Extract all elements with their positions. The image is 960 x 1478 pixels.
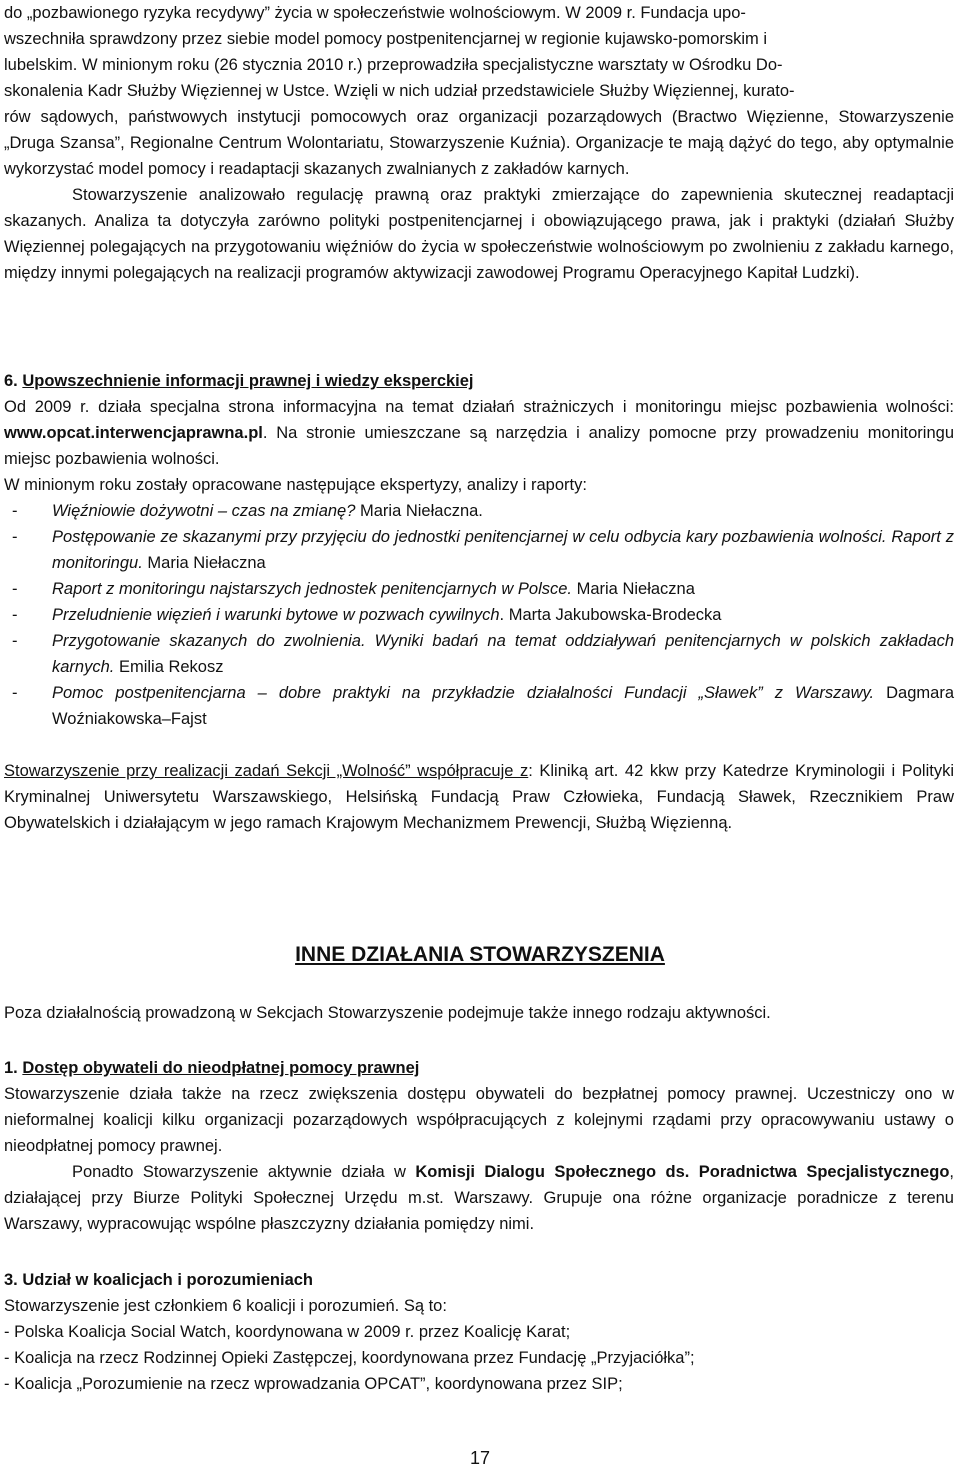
section-3-heading	[4, 1267, 954, 1293]
list-item: - Raport z monitoringu najstarszych jednostek penitencjarnych w Polsce. Maria Niełaczna	[12, 580, 695, 598]
report-title: Postępowanie ze skazanymi przy przyjęciu do jednostki penitencjarnej w celu odbycia kary pozbawienia wolności. Raport z monitoringu.	[52, 528, 954, 572]
section-6-number: 6.	[4, 372, 23, 390]
report-author: Dagmara Woźniakowska–Fajst	[52, 684, 954, 728]
list-item: - Przeludnienie więzień i warunki bytowe w pozwach cywilnych. Marta Jakubowska-Brodecka	[12, 606, 722, 624]
report-author: Emilia Rekosz	[114, 658, 224, 676]
report-author: Maria Niełaczna	[572, 580, 695, 598]
section-1-p2-lead: Ponadto Stowarzyszenie aktywnie działa w	[72, 1163, 416, 1181]
coalition-item: - Koalicja „Porozumienie na rzecz wprowadzania OPCAT”, koordynowana przez SIP;	[4, 1375, 623, 1393]
section-6-text-2: . Na stronie umieszczane są narzędzia i analizy pomocne przy prowadzeniu monitoringu miejsc pozbawienia wolności.	[4, 424, 954, 468]
report-author: Maria Niełaczna	[142, 554, 266, 572]
intro-paragraph-rest: rów sądowych, państwowych instytucji pomocowych oraz organizacji pozarządowych (Bractwo Więzienne, Stowarzyszenie „Druga Szansa”, Regionalne Centrum Wolontariatu, Stowarzyszenie Kuźnia). Organizacje te mają dążyć do tego, aby optymalnie wykorzystać model pomocy i readaptacji skazanych zwalnianych z zakładów karnych.	[4, 108, 954, 178]
intro-line-1: do „pozbawionego ryzyka recydywy” życia w społeczeństwie wolnościowym. W 2009 r. Fundacja upo-	[4, 4, 746, 22]
other-activities-intro-text: Poza działalnością prowadzoną w Sekcjach Stowarzyszenie podejmuje także innego rodzaju aktywności.	[4, 1004, 771, 1022]
section-1	[4, 1055, 954, 1237]
section-1-title: Dostęp obywateli do nieodpłatnej pomocy prawnej	[22, 1059, 420, 1077]
list-item: - Więźniowie dożywotni – czas na zmianę? Maria Niełaczna.	[12, 502, 483, 520]
section-3-title: Udział w koalicjach i porozumieniach	[22, 1271, 314, 1289]
section-6-heading	[4, 368, 954, 394]
intro-paragraph-2: Stowarzyszenie analizowało regulację prawną oraz praktyki zmierzające do zapewnienia skutecznej readaptacji skazanych. Analiza ta dotyczyła zarówno polityki postpenitencjarnej i obowiązującego prawa, jak i praktyki (działań Służby Więziennej polegających na przygotowaniu więźniów do życia w społeczeństwie wolnościowym po zwolnieniu z zakładu karnego, między innymi polegających na realizacji programów aktywizacji zawodowej Programu Operacyjnego Kapitał Ludzki).	[4, 186, 954, 282]
intro-line-4	[4, 78, 954, 104]
intro-line-2: wszechniła sprawdzony przez siebie model pomocy postpenitencjarnej w regionie kujawsko-pomorskim i	[4, 30, 768, 48]
section-6-text-1: Od 2009 r. działa specjalna strona informacyjna na temat działań strażniczych i monitoringu miejsc pozbawienia wolności:	[4, 398, 954, 416]
list-item: - Przygotowanie skazanych do zwolnienia. Wyniki badań na temat oddziaływań penitencjarnych w polskich zakładach karnych. Emilia Rekosz	[12, 632, 954, 676]
section-1-number: 1.	[4, 1059, 23, 1077]
report-author: . Marta Jakubowska-Brodecka	[499, 606, 722, 624]
section-3	[4, 1267, 954, 1397]
report-title: Przygotowanie skazanych do zwolnienia. Wyniki badań na temat oddziaływań penitencjarnych w polskich zakładach karnych.	[52, 632, 954, 676]
commission-name: Komisji Dialogu Społecznego ds. Poradnictwa Specjalistycznego	[415, 1163, 950, 1181]
report-title: Pomoc postpenitencjarna – dobre praktyki na przykładzie działalności Fundacji „Sławek” z Warszawy.	[52, 684, 875, 702]
cooperation-paragraph	[4, 758, 954, 836]
report-title: Więźniowie dożywotni – czas na zmianę?	[52, 502, 356, 520]
list-item: - Pomoc postpenitencjarna – dobre praktyki na przykładzie działalności Fundacji „Sławek” z Warszawy. Dagmara Woźniakowska–Fajst	[12, 684, 954, 728]
intro-line-4b: Wzięli w nich udział przedstawiciele Służby Więziennej, kurato-	[334, 82, 795, 100]
coalition-item: - Polska Koalicja Social Watch, koordynowana w 2009 r. przez Koalicję Karat;	[4, 1323, 571, 1341]
page-number: 17	[469, 1448, 491, 1468]
intro-line-4a: skonalenia Kadr Służby Więziennej w Ustce.	[4, 82, 335, 100]
reports-list	[4, 498, 954, 732]
intro-line-3: lubelskim. W minionym roku (26 stycznia 2010 r.) przeprowadziła specjalistyczne warsztaty w Ośrodku Do-	[4, 56, 783, 74]
coalition-item: - Koalicja na rzecz Rodzinnej Opieki Zastępczej, koordynowana przez Fundację „Przyjaciółka”;	[4, 1349, 695, 1367]
section-6-title: Upowszechnienie informacji prawnej i wiedzy eksperckiej	[22, 372, 474, 390]
section-1-paragraph-2	[4, 1159, 954, 1237]
section-3-number: 3.	[4, 1271, 23, 1289]
report-author: Maria Niełaczna.	[355, 502, 483, 520]
other-activities-heading: INNE DZIAŁANIA STOWARZYSZENIA	[295, 943, 665, 966]
reports-intro: W minionym roku zostały opracowane następujące ekspertyzy, analizy i raporty:	[4, 476, 587, 494]
section-3-intro: Stowarzyszenie jest członkiem 6 koalicji i porozumień. Są to:	[4, 1297, 447, 1315]
cooperation-partners: : Kliniką art. 42 kkw przy Katedrze Kryminologii i Polityki Kryminalnej Uniwersytetu Warszawskiego, Helsińską Fundacją Praw Człowieka, Fundacją Sławek, Rzecznikiem Praw Obywatelskich i działającym w jego ramach Krajowym Mechanizmem Prewencji, Służbą Więzienną.	[4, 762, 955, 832]
section-6	[4, 368, 954, 836]
intro-section	[4, 0, 954, 286]
section-6-paragraph	[4, 394, 954, 472]
cooperation-lead: Stowarzyszenie przy realizacji zadań Sekcji „Wolność” współpracuje z	[4, 762, 529, 780]
report-title: Raport z monitoringu najstarszych jednostek penitencjarnych w Polsce.	[52, 580, 573, 598]
section-1-p2-rest: , działającej przy Biurze Polityki Społecznej Urzędu m.st. Warszawy. Grupuje ona różne organizacje poradnicze z terenu Warszawy, wypracowując wspólne płaszczyzny działania pomiędzy nimi.	[4, 1163, 954, 1233]
list-item: - Postępowanie ze skazanymi przy przyjęciu do jednostki penitencjarnej w celu odbycia kary pozbawienia wolności. Raport z monitoringu. Maria Niełaczna	[12, 528, 954, 572]
section-1-paragraph-1: Stowarzyszenie działa także na rzecz zwiększenia dostępu obywateli do bezpłatnej pomocy prawnej. Uczestniczy ono w nieformalnej koalicji kilku organizacji pozarządowych współpracujących z kolejnymi rządami przy opracowywaniu ustawy o nieodpłatnej pomocy prawnej.	[4, 1085, 954, 1155]
opcat-website-link[interactable]: www.opcat.interwencjaprawna.pl	[4, 424, 263, 442]
section-1-heading	[4, 1055, 954, 1081]
report-title: Przeludnienie więzień i warunki bytowe w pozwach cywilnych	[52, 606, 500, 624]
other-activities-intro	[4, 1000, 954, 1026]
